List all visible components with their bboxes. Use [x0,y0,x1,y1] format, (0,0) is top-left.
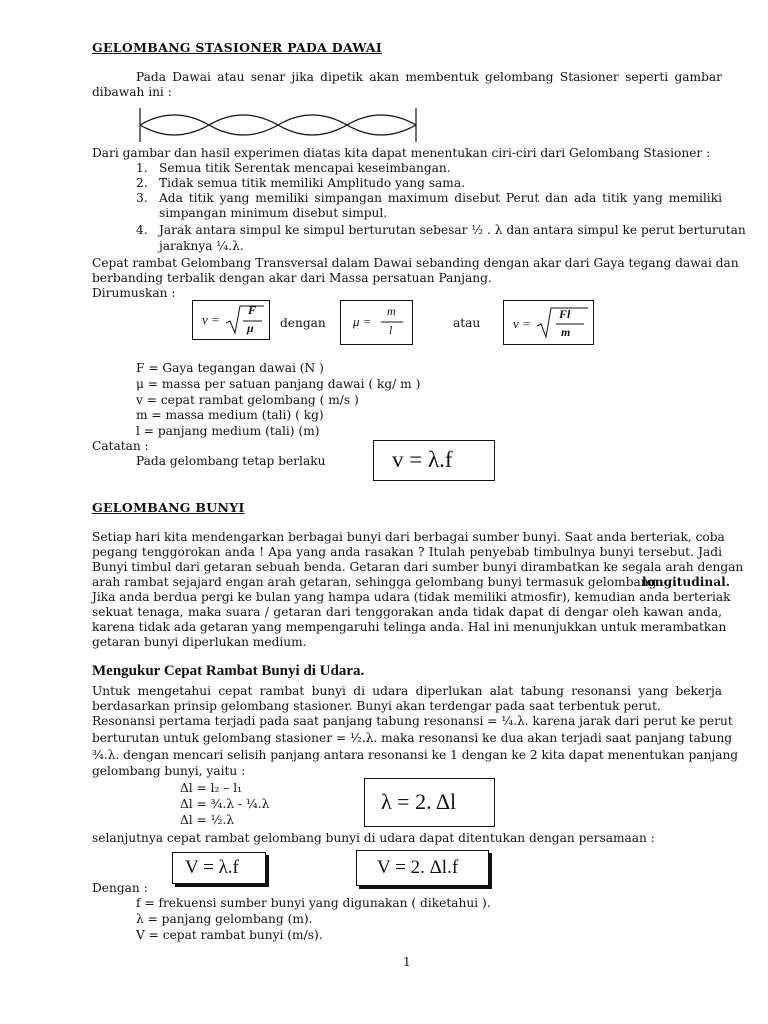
formula-box-mu [340,300,413,345]
formula-box-v-tension [192,300,270,340]
definition-v: v = cepat rambat gelombang ( m/s ) [136,393,359,407]
dengan-label-2: Dengan : [92,881,148,895]
var-lambda: λ = panjang gelombang (m). [136,912,313,926]
intro-line-2: dibawah ini : [92,85,172,99]
formula-box-lambda [364,778,495,827]
mengukur-para-line-3: Resonansi pertama terjadi pada saat panjang tabung resonansi = ¼.λ. karena jarak dari perut ke perut [92,714,733,728]
list-number-2: 2. [136,176,148,190]
formula-lhs: v = [513,316,531,331]
wave-upper-envelope [140,115,416,125]
formula-denominator: μ [247,321,254,335]
formula-text: V = λ.f [185,857,239,878]
derivation-line-1: Δl = l₂ – l₁ [180,781,243,795]
observation-text: Dari gambar dan hasil experimen diatas kita dapat menentukan ciri-ciri dari Gelombang Stasioner : [92,146,711,160]
section-title-mengukur: Mengukur Cepat Rambat Bunyi di Udara. [92,663,365,679]
formula-numerator: Fl [559,307,571,321]
definition-f: F = Gaya tegangan dawai (N ) [136,361,324,375]
bunyi-para-line-5: Jika anda berdua pergi ke bulan yang hampa udara (tidak memiliki atmosfir), kemudian anda berteriak [92,590,731,604]
formula-numerator: m [387,304,396,318]
list-number-1: 1. [136,161,148,175]
formula-box-v-lambda-f [373,440,495,481]
list-item-2: Tidak semua titik memiliki Amplitudo yang sama. [159,176,466,190]
next-equation-text: selanjutnya cepat rambat gelombang bunyi di udara dapat ditentukan dengan persamaan : [92,831,655,845]
bunyi-para-line-6: sekuat tenaga, maka suara / getaran dari tenggorakan anda tidak dapat di dengar oleh kawan anda, [92,605,722,619]
list-number-3: 3. [136,191,148,205]
mengukur-para-line-2: berdasarkan prinsip gelombang stasioner. Bunyi akan terdengar pada saat terbentuk perut. [92,699,661,713]
intro-line-1: Pada Dawai atau senar jika dipetik akan membentuk gelombang Stasioner seperti gambar [136,70,722,84]
dengan-label: dengan [280,316,326,330]
var-f: f = frekuensi sumber bunyi yang digunakan ( diketahui ). [136,896,491,910]
list-item-4-line-1: Jarak antara simpul ke simpul berturutan sebesar ½ . λ dan antara simpul ke perut berturutan [159,223,746,237]
bunyi-para-line-4: arah rambat sejajard engan arah getaran, sehingga gelombang bunyi termasuk gelombang [92,575,657,589]
standing-wave-diagram [136,102,420,148]
page-number: 1 [403,955,411,969]
list-item-1: Semua titik Serentak mencapai keseimbangan. [159,161,451,175]
formula-numerator: F [248,303,257,317]
list-number-4: 4. [136,223,148,237]
bunyi-para-line-1: Setiap hari kita mendengarkan berbagai bunyi dari berbagai sumber bunyi. Saat anda berteriak, coba [92,530,725,544]
bunyi-para-line-3: Bunyi timbul dari getaran sebuah benda. Getaran dari sumber bunyi dirambatkan ke segala arah dengan [92,560,744,574]
list-item-3-line-2: simpangan minimum disebut simpul. [159,206,388,220]
mengukur-para-line-4: berturutan untuk gelombang stasioner = ½.λ. maka resonansi ke dua akan terjadi saat panjang tabung [92,731,733,745]
bunyi-para-line-7: karena tidak ada getaran yang mempengaruhi telinga anda. Hal ini menunjukkan untuk merambatkan [92,620,727,634]
speed-text-line-1: Cepat rambat Gelombang Transversal dalam Dawai sebanding dengan akar dari Gaya tegang dawai dan [92,256,739,270]
mengukur-para-line-5: ¾.λ. dengan mencari selisih panjang antara resonansi ke 1 dengan ke 2 kita dapat menentukan panjang [92,748,739,762]
section-title-bunyi: GELOMBANG BUNYI [92,500,245,515]
definition-mu: μ = massa per satuan panjang dawai ( kg/ m ) [136,377,421,391]
formula-denominator: l [389,323,393,337]
formula-lhs: v = [202,312,220,327]
catatan-label: Catatan : [92,439,149,453]
sqrt-symbol [225,304,265,336]
formula-text: V = 2. Δl.f [377,857,459,878]
formula-lhs: μ = [353,314,372,329]
list-item-4-line-2: jaraknya ¼.λ. [159,239,244,253]
speed-text-line-2: berbanding terbalik dengan akar dari Massa persatuan Panjang. [92,271,492,285]
formula-text: v = λ.f [392,447,453,472]
wave-lower-envelope [140,125,416,135]
catatan-text: Pada gelombang tetap berlaku [136,454,326,468]
derivation-line-3: Δl = ½.λ [180,813,235,827]
atau-label: atau [453,316,481,330]
derivation-line-2: Δl = ¾.λ - ¼.λ [180,797,270,811]
mengukur-para-line-1: Untuk mengetahui cepat rambat bunyi di udara diperlukan alat tabung resonansi yang bekerja [92,684,722,698]
dirumuskan-label: Dirumuskan : [92,286,176,300]
bold-word-longitudinal: longitudinal. [642,575,731,589]
bunyi-para-line-8: getaran bunyi diperlukan medium. [92,635,307,649]
definition-l: l = panjang medium (tali) (m) [136,424,320,438]
section-title-stasioner: GELOMBANG STASIONER PADA DAWAI [92,40,383,55]
definition-m: m = massa medium (tali) ( kg) [136,408,324,422]
list-item-3-line-1: Ada titik yang memiliki simpangan maximum disebut Perut dan ada titik yang memiliki [159,191,722,205]
formula-denominator: m [561,325,571,339]
formula-box-v-length [503,300,594,345]
bunyi-para-line-2: pegang tenggorokan anda ! Apa yang anda rasakan ? Itulah penyebab timbulnya bunyi tersebut. Jadi [92,545,722,559]
mengukur-para-line-6: gelombang bunyi, yaitu : [92,764,246,778]
formula-box-v-delta-l [356,850,489,886]
var-v: V = cepat rambat bunyi (m/s). [136,928,323,942]
formula-text: λ = 2. Δl [381,789,457,814]
formula-box-v-lambda [172,852,266,884]
